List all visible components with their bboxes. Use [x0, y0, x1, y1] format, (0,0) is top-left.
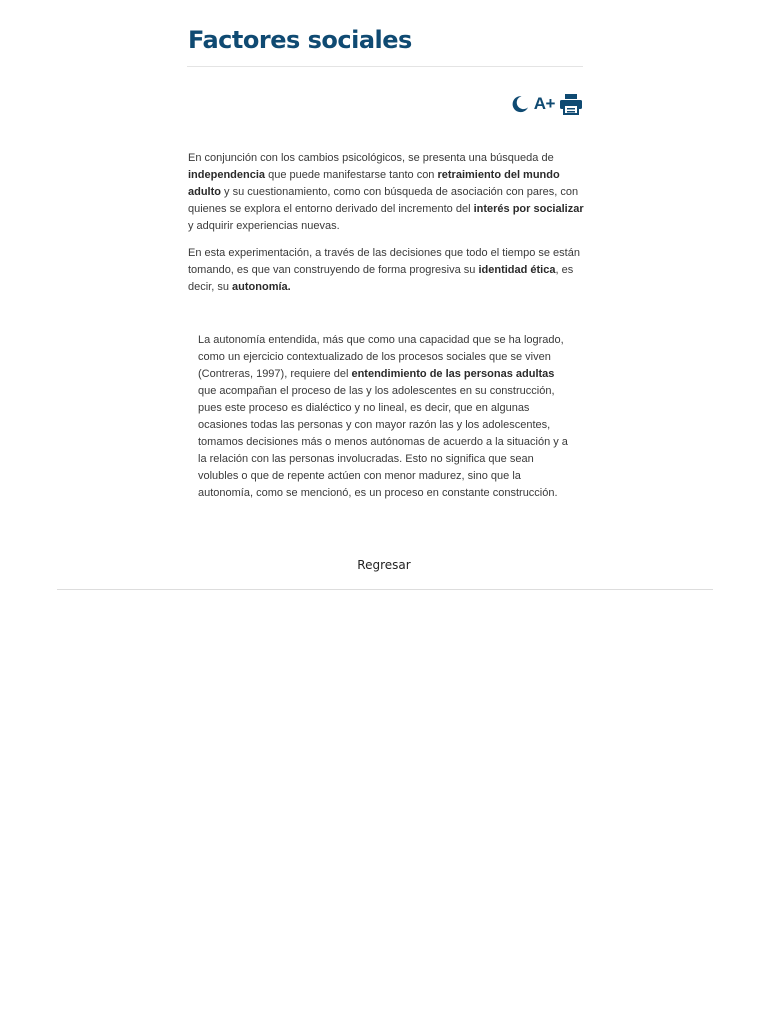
footer-divider: [57, 589, 713, 590]
reading-toolbar: [505, 92, 583, 116]
page-title: Factores sociales: [188, 26, 412, 54]
moon-icon: [510, 94, 530, 114]
article-body: [188, 150, 584, 296]
autonomy-quote: La autonomía entendida, más que como una capacidad que se ha logrado, como un ejercicio contextualizado de los procesos sociales que se viven (Contreras, 1997), requiere del entendimiento de las personas adultas que acompañan el proceso de las y los adolescentes en su construcción, pues este proceso es dialéctico y no lineal, es decir, que en algunas ocasiones todas las personas y con mayor razón las y los adolescentes, tomamos decisiones más o menos autónomas de acuerdo a la situación y a la relación con las personas involucradas. Esto no significa que sean volubles o que de repente actúen con menor madurez, sino que la autonomía, como se mencionó, es un proceso en constante construcción.: [198, 334, 568, 499]
print-button[interactable]: [559, 93, 583, 115]
font-size-increase-button[interactable]: A+: [533, 94, 555, 113]
print-icon: [559, 93, 583, 115]
title-divider: [187, 66, 583, 67]
experimentation-paragraph: En esta experimentación, a través de las decisiones que todo el tiempo se están tomando, es que van construyendo de forma progresiva su identidad ética, es decir, su autonomía.: [188, 247, 580, 293]
dark-mode-button[interactable]: [510, 94, 530, 114]
intro-paragraph: En conjunción con los cambios psicológicos, se presenta una búsqueda de independencia que puede manifestarse tanto con retraimiento del mundo adulto y su cuestionamiento, como con búsqueda de asociación con pares, con quienes se explora el entorno derivado del incremento del interés por socializar y adquirir experiencias nuevas.: [188, 152, 584, 232]
back-button[interactable]: Regresar: [357, 558, 411, 572]
